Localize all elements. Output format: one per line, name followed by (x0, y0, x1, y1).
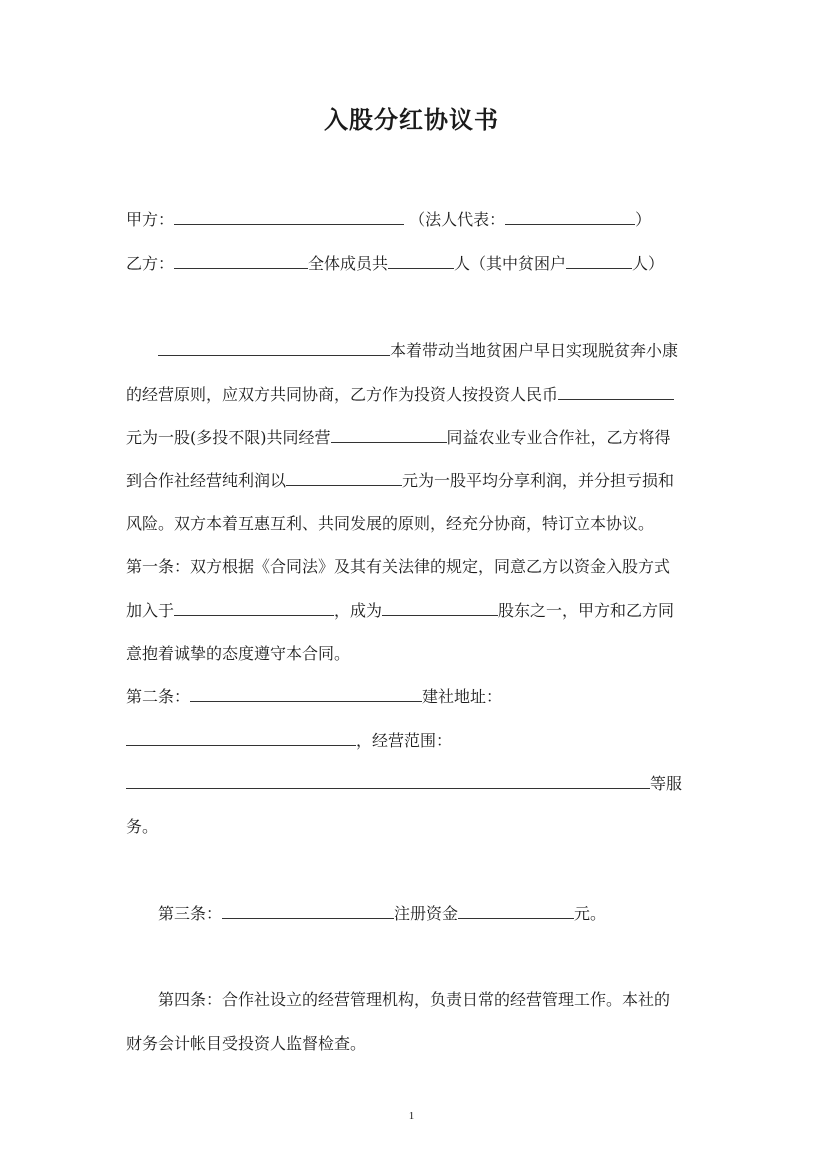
preamble-blank[interactable] (158, 340, 390, 356)
poor-households-text: 人（其中贫困户 (454, 254, 567, 273)
party-a-blank[interactable] (174, 209, 404, 225)
persons-close: 人） (632, 254, 665, 273)
article-1-line-2 (126, 599, 674, 623)
article-1-text-2c: 股东之一，甲方和乙方同 (498, 601, 675, 620)
share-unit-blank[interactable] (286, 470, 402, 486)
article-2-line-3 (126, 772, 682, 796)
preamble-text-4b: 元为一股平均分享利润，并分担亏损和 (402, 471, 675, 490)
article-3-unit: 元。 (574, 904, 607, 923)
preamble-line-5 (126, 512, 654, 536)
article-4-text-2: 财务会计帐目受投资人监督检查。 (126, 1034, 367, 1053)
preamble-text-5: 风险。双方本着互惠互利、共同发展的原则，经充分协商，特订立本协议。 (126, 514, 655, 533)
article-3-blank[interactable] (222, 903, 394, 919)
party-b-label: 乙方： (126, 254, 175, 273)
cooperative-name-blank[interactable] (331, 427, 447, 443)
business-scope-blank[interactable] (126, 773, 650, 789)
preamble-line-4 (126, 469, 674, 493)
business-scope-label: ，经营范围： (356, 731, 453, 750)
party-b-blank[interactable] (174, 253, 308, 269)
article-2-text-3: 等服 (650, 774, 683, 793)
article-3-line (158, 902, 606, 926)
legal-rep-blank[interactable] (505, 209, 635, 225)
preamble-line-2 (126, 383, 674, 407)
article-1-line-1 (126, 555, 670, 579)
investment-amount-blank[interactable] (558, 384, 674, 400)
article-1-line-3 (126, 642, 350, 666)
legal-rep-close: ） (635, 210, 652, 229)
preamble-text-3b: 同益农业专业合作社，乙方将得 (446, 428, 671, 447)
article-3-label: 第三条： (158, 904, 223, 923)
cooperative-blank[interactable] (190, 686, 422, 702)
preamble-line-1 (158, 339, 678, 363)
article-2-line-1 (126, 685, 502, 709)
registered-capital-label: 注册资金 (394, 904, 459, 923)
address-label: 建社地址： (422, 687, 503, 706)
document-title: 入股分红协议书 (324, 105, 499, 134)
registered-capital-blank[interactable] (458, 903, 574, 919)
address-blank[interactable] (126, 730, 356, 746)
preamble-text-2: 的经营原则，应双方共同协商，乙方作为投资人按投资人民币 (126, 385, 559, 404)
preamble-text-1: 本着带动当地贫困户早日实现脱贫奔小康 (390, 341, 679, 360)
article-1-text-2b: ，成为 (334, 601, 383, 620)
party-b-line (126, 252, 664, 276)
page-number: 1 (408, 1110, 415, 1122)
article-4-line-2 (126, 1032, 366, 1056)
article-1-text-1: 第一条：双方根据《合同法》及其有关法律的规定，同意乙方以资金入股方式 (126, 557, 671, 576)
article-2-label: 第二条： (126, 687, 191, 706)
article-1-text-2a: 加入于 (126, 601, 175, 620)
join-entity-blank[interactable] (174, 600, 334, 616)
member-count-blank[interactable] (388, 253, 454, 269)
preamble-text-4a: 到合作社经营纯利润以 (126, 471, 287, 490)
legal-rep-label: （法人代表： (409, 210, 506, 229)
article-2-text-4: 务。 (126, 817, 159, 836)
article-4-line-1 (158, 988, 670, 1012)
all-members-text: 全体成员共 (308, 254, 389, 273)
poor-count-blank[interactable] (566, 253, 632, 269)
article-2-line-2 (126, 729, 452, 753)
article-2-line-4 (126, 815, 158, 839)
article-4-text-1: 第四条：合作社设立的经营管理机构，负责日常的经营管理工作。本社的 (158, 990, 671, 1009)
preamble-line-3 (126, 426, 671, 450)
preamble-text-3a: 元为一股(多投不限)共同经营 (126, 428, 331, 447)
article-1-text-3: 意抱着诚挚的态度遵守本合同。 (126, 644, 351, 663)
party-a-line (126, 208, 651, 232)
shareholder-entity-blank[interactable] (382, 600, 498, 616)
party-a-label: 甲方： (126, 210, 175, 229)
